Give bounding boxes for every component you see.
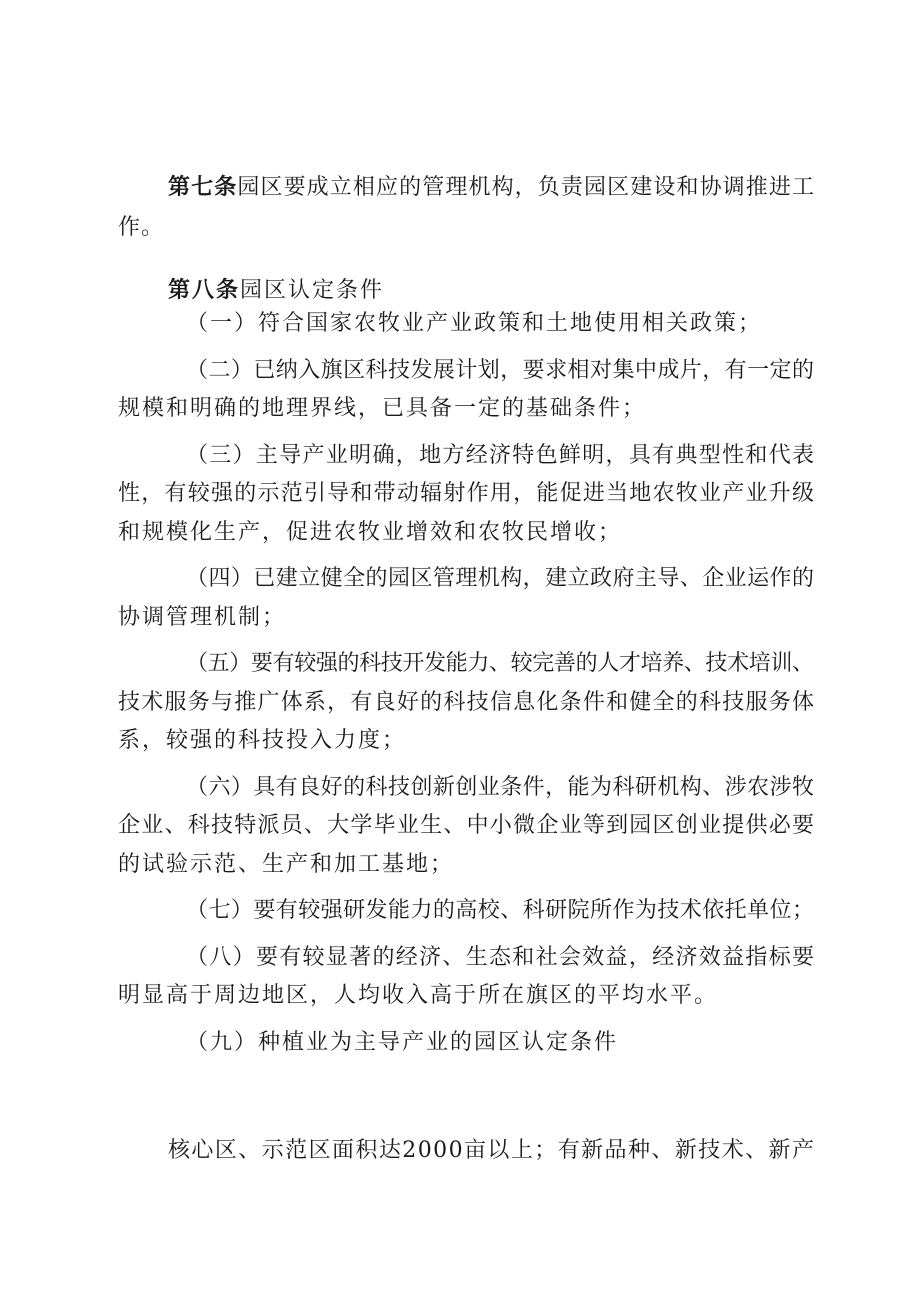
item-6-line-2: 企业、科技特派员、大学毕业生、中小微企业等到园区创业提供必要 bbox=[118, 813, 816, 838]
item-5-line-1: （五）要有较强的科技开发能力、较完善的人才培养、技术培训、 bbox=[186, 651, 814, 676]
item-3-line-3: 和规模化生产，促进农牧业增效和农牧民增收； bbox=[118, 519, 623, 545]
item-1-line-1: （一）符合国家农牧业产业政策和土地使用相关政策； bbox=[186, 311, 763, 336]
item-8-line-2: 明显高于周边地区，人均收入高于所在旗区的平均水平。 bbox=[118, 983, 719, 1008]
article-7-heading: 第七条 bbox=[168, 175, 238, 200]
item-9-line-1: （九）种植业为主导产业的园区认定条件 bbox=[186, 1029, 619, 1055]
item-8-line-1: （八）要有较显著的经济、生态和社会效益，经济效益指标要 bbox=[186, 944, 816, 970]
item-6-line-3: 的试验示范、生产和加工基地； bbox=[118, 851, 455, 877]
item-9-detail-line-1: 核心区、示范区面积达2000亩以上；有新品种、新技术、新产 bbox=[168, 1138, 816, 1163]
article-8-heading: 第八条 bbox=[168, 278, 241, 304]
item-3-line-1: （三）主导产业明确，地方经济特色鲜明，具有典型性和代表 bbox=[186, 442, 816, 468]
item-6-line-1: （六）具有良好的科技创新创业条件，能为科研机构、涉农涉牧 bbox=[186, 774, 815, 800]
item-4-line-2: 协调管理机制； bbox=[118, 604, 287, 630]
item-3-line-2: 性，有较强的示范引导和带动辐射作用，能促进当地农牧业产业升级 bbox=[118, 481, 816, 506]
item-5-line-3: 系，较强的科技投入力度； bbox=[118, 728, 407, 753]
item-5-line-2: 技术服务与推广体系，有良好的科技信息化条件和健全的科技服务体 bbox=[118, 689, 816, 715]
article-8-title: 园区认定条件 bbox=[240, 278, 385, 304]
article-8-heading-line bbox=[168, 275, 384, 307]
article-7-line-1 bbox=[168, 172, 815, 204]
item-4-line-1: （四）已建立健全的园区管理机构，建立政府主导、企业运作的 bbox=[186, 566, 815, 591]
item-2-line-1: （二）已纳入旗区科技发展计划，要求相对集中成片，有一定的 bbox=[186, 357, 815, 383]
item-2-line-2: 规模和明确的地理界线，已具备一定的基础条件； bbox=[118, 396, 647, 421]
article-7-text: 园区要成立相应的管理机构，负责园区建设和协调推进工 bbox=[237, 175, 816, 200]
article-7-line-2: 作。 bbox=[118, 214, 165, 240]
item-7-line-1: （七）要有较强研发能力的高校、科研院所作为技术依托单位； bbox=[186, 898, 815, 923]
